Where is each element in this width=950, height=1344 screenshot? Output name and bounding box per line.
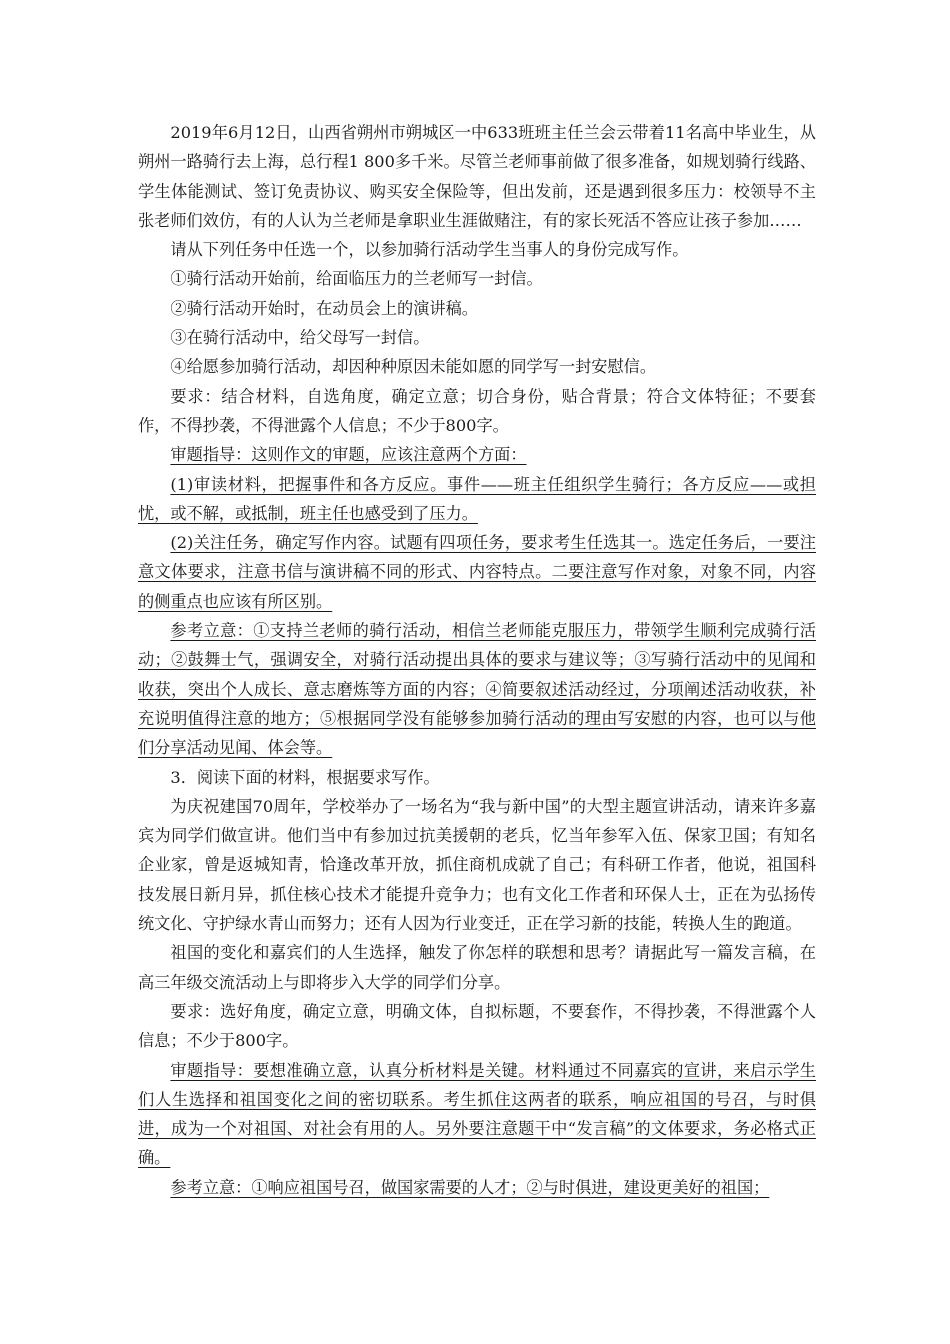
task-option-4: ④给愿参加骑行活动，却因种种原因未能如愿的同学写一封安慰信。 (170, 357, 657, 377)
material-paragraph: 2019年6月12日，山西省朔州市朔城区一中633班班主任兰会云带着11名高中毕业生，从朔州一路骑行去上海，总行程1 800多千米。尽管兰老师事前做了很多准备，如规划骑行线路、学生体能测试、签订免责协议、购买安全保险等，但出发前，还是遇到很多压力：校领导不主张老师们效仿，有的人认为兰老师是拿职业生涯做赌注，有的家长死活不答应让孩子参加…… (138, 123, 816, 230)
task-option-2: ②骑行活动开始时，在动员会上的演讲稿。 (170, 298, 478, 318)
task-option-3: ③在骑行活动中，给父母写一封信。 (170, 328, 430, 348)
writing-prompt: 祖国的变化和嘉宾们的人生选择，触发了你怎样的联想和思考？请据此写一篇发言稿，在高三年级交流活动上与即将步入大学的同学们分享。 (138, 943, 816, 992)
material-paragraph-2: 为庆祝建国70周年，学校举办了一场名为“我与新中国”的大型主题宣讲活动，请来许多嘉宾为同学们做宣讲。他们当中有参加过抗美援朝的老兵，忆当年参军入伍、保家卫国；有知名企业家，曾是返城知青，恰逢改革开放，抓住商机成就了自己；有科研工作者，他说，祖国科技发展日新月异，抓住核心技术才能提升竞争力；也有文化工作者和环保人士，正在为弘扬传统文化、守护绿水青山而努力；还有人因为行业变迁，正在学习新的技能，转换人生的跑道。 (138, 796, 816, 934)
question-3-heading: 3．阅读下面的材料，根据要求写作。 (170, 767, 440, 787)
requirements: 要求：结合材料，自选角度，确定立意；切合身份，贴合背景；符合文体特征；不要套作，不得抄袭，不得泄露个人信息；不少于800字。 (138, 386, 816, 435)
analysis-point-1: (1)审读材料，把握事件和各方反应。事件——班主任组织学生骑行；各方反应——或担忧，或不解，或抵制，班主任也感受到了压力。 (138, 474, 816, 523)
reference-ideas-2: 参考立意：①响应祖国号召，做国家需要的人才；②与时俱进，建设更美好的祖国； (170, 1177, 770, 1197)
reference-ideas: 参考立意：①支持兰老师的骑行活动，相信兰老师能克服压力，带领学生顺利完成骑行活动；②鼓舞士气，强调安全，对骑行活动提出具体的要求与建议等；③写骑行活动中的见闻和收获，突出个人成长、意志磨炼等方面的内容；④简要叙述活动经过，分项阐述活动收获，补充说明值得注意的地方；⑤根据同学没有能够参加骑行活动的理由写安慰的内容，也可以与他们分享活动见闻、体会等。 (138, 621, 816, 758)
task-option-1: ①骑行活动开始前，给面临压力的兰老师写一封信。 (170, 269, 543, 289)
requirements-2: 要求：选好角度，确定立意，明确文体，自拟标题，不要套作，不得抄袭，不得泄露个人信息；不少于800字。 (138, 1001, 816, 1051)
task-instruction: 请从下列任务中任选一个，以参加骑行活动学生当事人的身份完成写作。 (170, 240, 689, 260)
analysis-point-2: (2)关注任务，确定写作内容。试题有四项任务，要求考生任选其一。选定任务后，一要注意文体要求，注意书信与演讲稿不同的形式、内容特点。二要注意写作对象，对象不同，内容的侧重点也应该有所区别。 (138, 533, 816, 611)
analysis-guide-2: 审题指导：要想准确立意，认真分析材料是关键。材料通过不同嘉宾的宣讲，来启示学生们人生选择和祖国变化之间的密切联系。考生抓住这两者的联系，响应祖国的号召，与时俱进，成为一个对祖国、对社会有用的人。另外要注意题干中“发言稿”的文体要求，务必格式正确。 (138, 1060, 816, 1168)
analysis-guide-heading: 审题指导：这则作文的审题，应该注意两个方面： (170, 445, 527, 465)
document-body (138, 118, 816, 1202)
